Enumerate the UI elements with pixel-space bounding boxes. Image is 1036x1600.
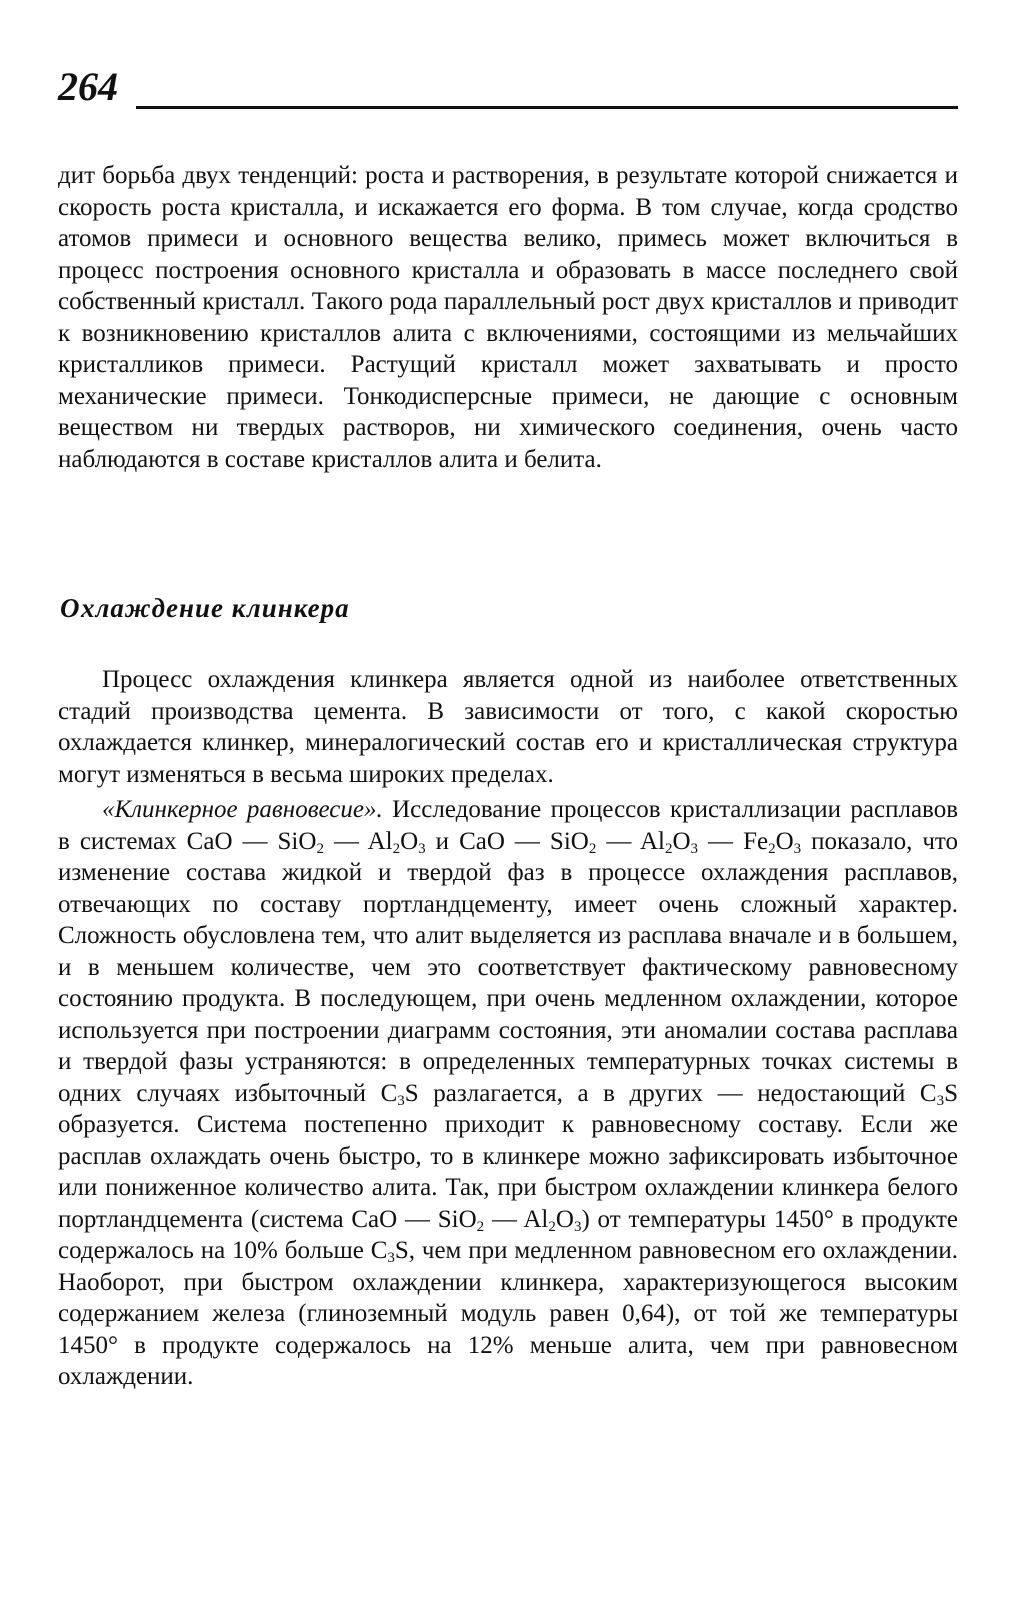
subscript: 2 [392, 840, 401, 857]
subscript: 2 [548, 1218, 556, 1235]
subscript: 2 [664, 840, 673, 857]
page-header [58, 62, 958, 112]
equilibrium-lead: «Клинкерное равновесие». [102, 796, 383, 823]
equilibrium-paragraph [58, 794, 958, 1393]
subscript: 2 [476, 1218, 485, 1235]
subscript: 3 [936, 1092, 945, 1109]
text-run: S образуется. Система постепенно приходит к равновесному составу. Если же расплав охлаждать очень быстро, то в клинкере можно зафиксировать избыточное или пониженное количество алита. Так, при быстром охлаждении клинкера белого портландцемента (система CaO — SiO [58, 1079, 958, 1233]
text-run: — Al [484, 1205, 549, 1233]
text-run: O [555, 1205, 574, 1233]
text-run: и CaO — SiO [425, 827, 589, 855]
page-number: 264 [58, 64, 118, 109]
text-run: O [775, 827, 794, 855]
intro-paragraph: Процесс охлаждения клинкера является одной из наиболее ответственных стадий производства цемента. В зависимости от того, с какой скоростью охлаждается клинкер, минералогический состав его и кристаллическая структура могут изменяться в весьма широких пределах. [58, 666, 958, 788]
text-run: — Al [323, 827, 393, 855]
subscript: 3 [397, 1092, 405, 1109]
text-run: Исследование процессов кристаллизации расплавов в системах CaO — SiO [58, 796, 958, 855]
continued-paragraph-block [58, 160, 958, 475]
text-run: — Al [596, 827, 665, 855]
subscript: 3 [573, 1218, 582, 1235]
subscript: 3 [418, 840, 426, 857]
text-run: S, чем при медленном равновесном его охлаждении. Наоборот, при быстром охлаждении клинкера, характеризующегося высоким содержанием железа (глиноземный модуль равен 0,64), от той же температуры 1450° в продукте содержалось на 12% меньше алита, чем при равновесном охлаждении. [58, 1237, 958, 1390]
subscript: 2 [588, 840, 597, 857]
text-run: S разлагается, а в других — недостающий C [404, 1079, 937, 1107]
subscript: 3 [690, 840, 699, 857]
text-run: ) от температуры 1450° в продукте содержалось на 10% больше C [58, 1205, 958, 1264]
text-run: показало, что изменение состава жидкой и твердой фаз в процессе охлаждения расплавов, отвечающих по составу портландцементу, имеет очень сложный характер. Сложность обусловлена тем, что алит выделяется из расплава вначале и в большем, и в меньшем количестве, чем это соответствует фактическому равновесному состоянию продукта. В последующем, при очень медленном охлаждении, которое используется при построении диаграмм состояния, эти аномалии состава расплава и твердой фазы устраняются: в определенных температурных точках системы в одних случаях избыточный C [58, 827, 958, 1107]
subscript: 3 [387, 1249, 395, 1266]
text-run: O [672, 827, 691, 855]
subscript: 2 [768, 840, 776, 857]
text-run: O [400, 827, 419, 855]
subscript: 3 [793, 840, 802, 857]
continued-paragraph: дит борьба двух тенденций: роста и растворения, в результате которой снижается и скорость роста кристалла, и искажается его форма. В том случае, когда сродство атомов примеси и основного вещества велико, примесь может включиться в процесс построения основного кристалла и образовать в массе последнего свой собственный кристалл. Такого рода параллельный рост двух кристаллов и приводит к возникновению кристаллов алита с включениями, состоящими из мельчайших кристалликов примеси. Растущий кристалл может захватывать и просто механические примеси. Тонкодисперсные примеси, не дающие с основным веществом ни твердых растворов, ни химического соединения, очень часто наблюдаются в составе кристаллов алита и белита. [58, 162, 958, 473]
text-run: — Fe [698, 827, 769, 855]
section-heading: Охлаждение клинкера [60, 593, 350, 623]
section-body [58, 664, 958, 1393]
subscript: 2 [316, 840, 324, 857]
header-rule [136, 106, 958, 109]
